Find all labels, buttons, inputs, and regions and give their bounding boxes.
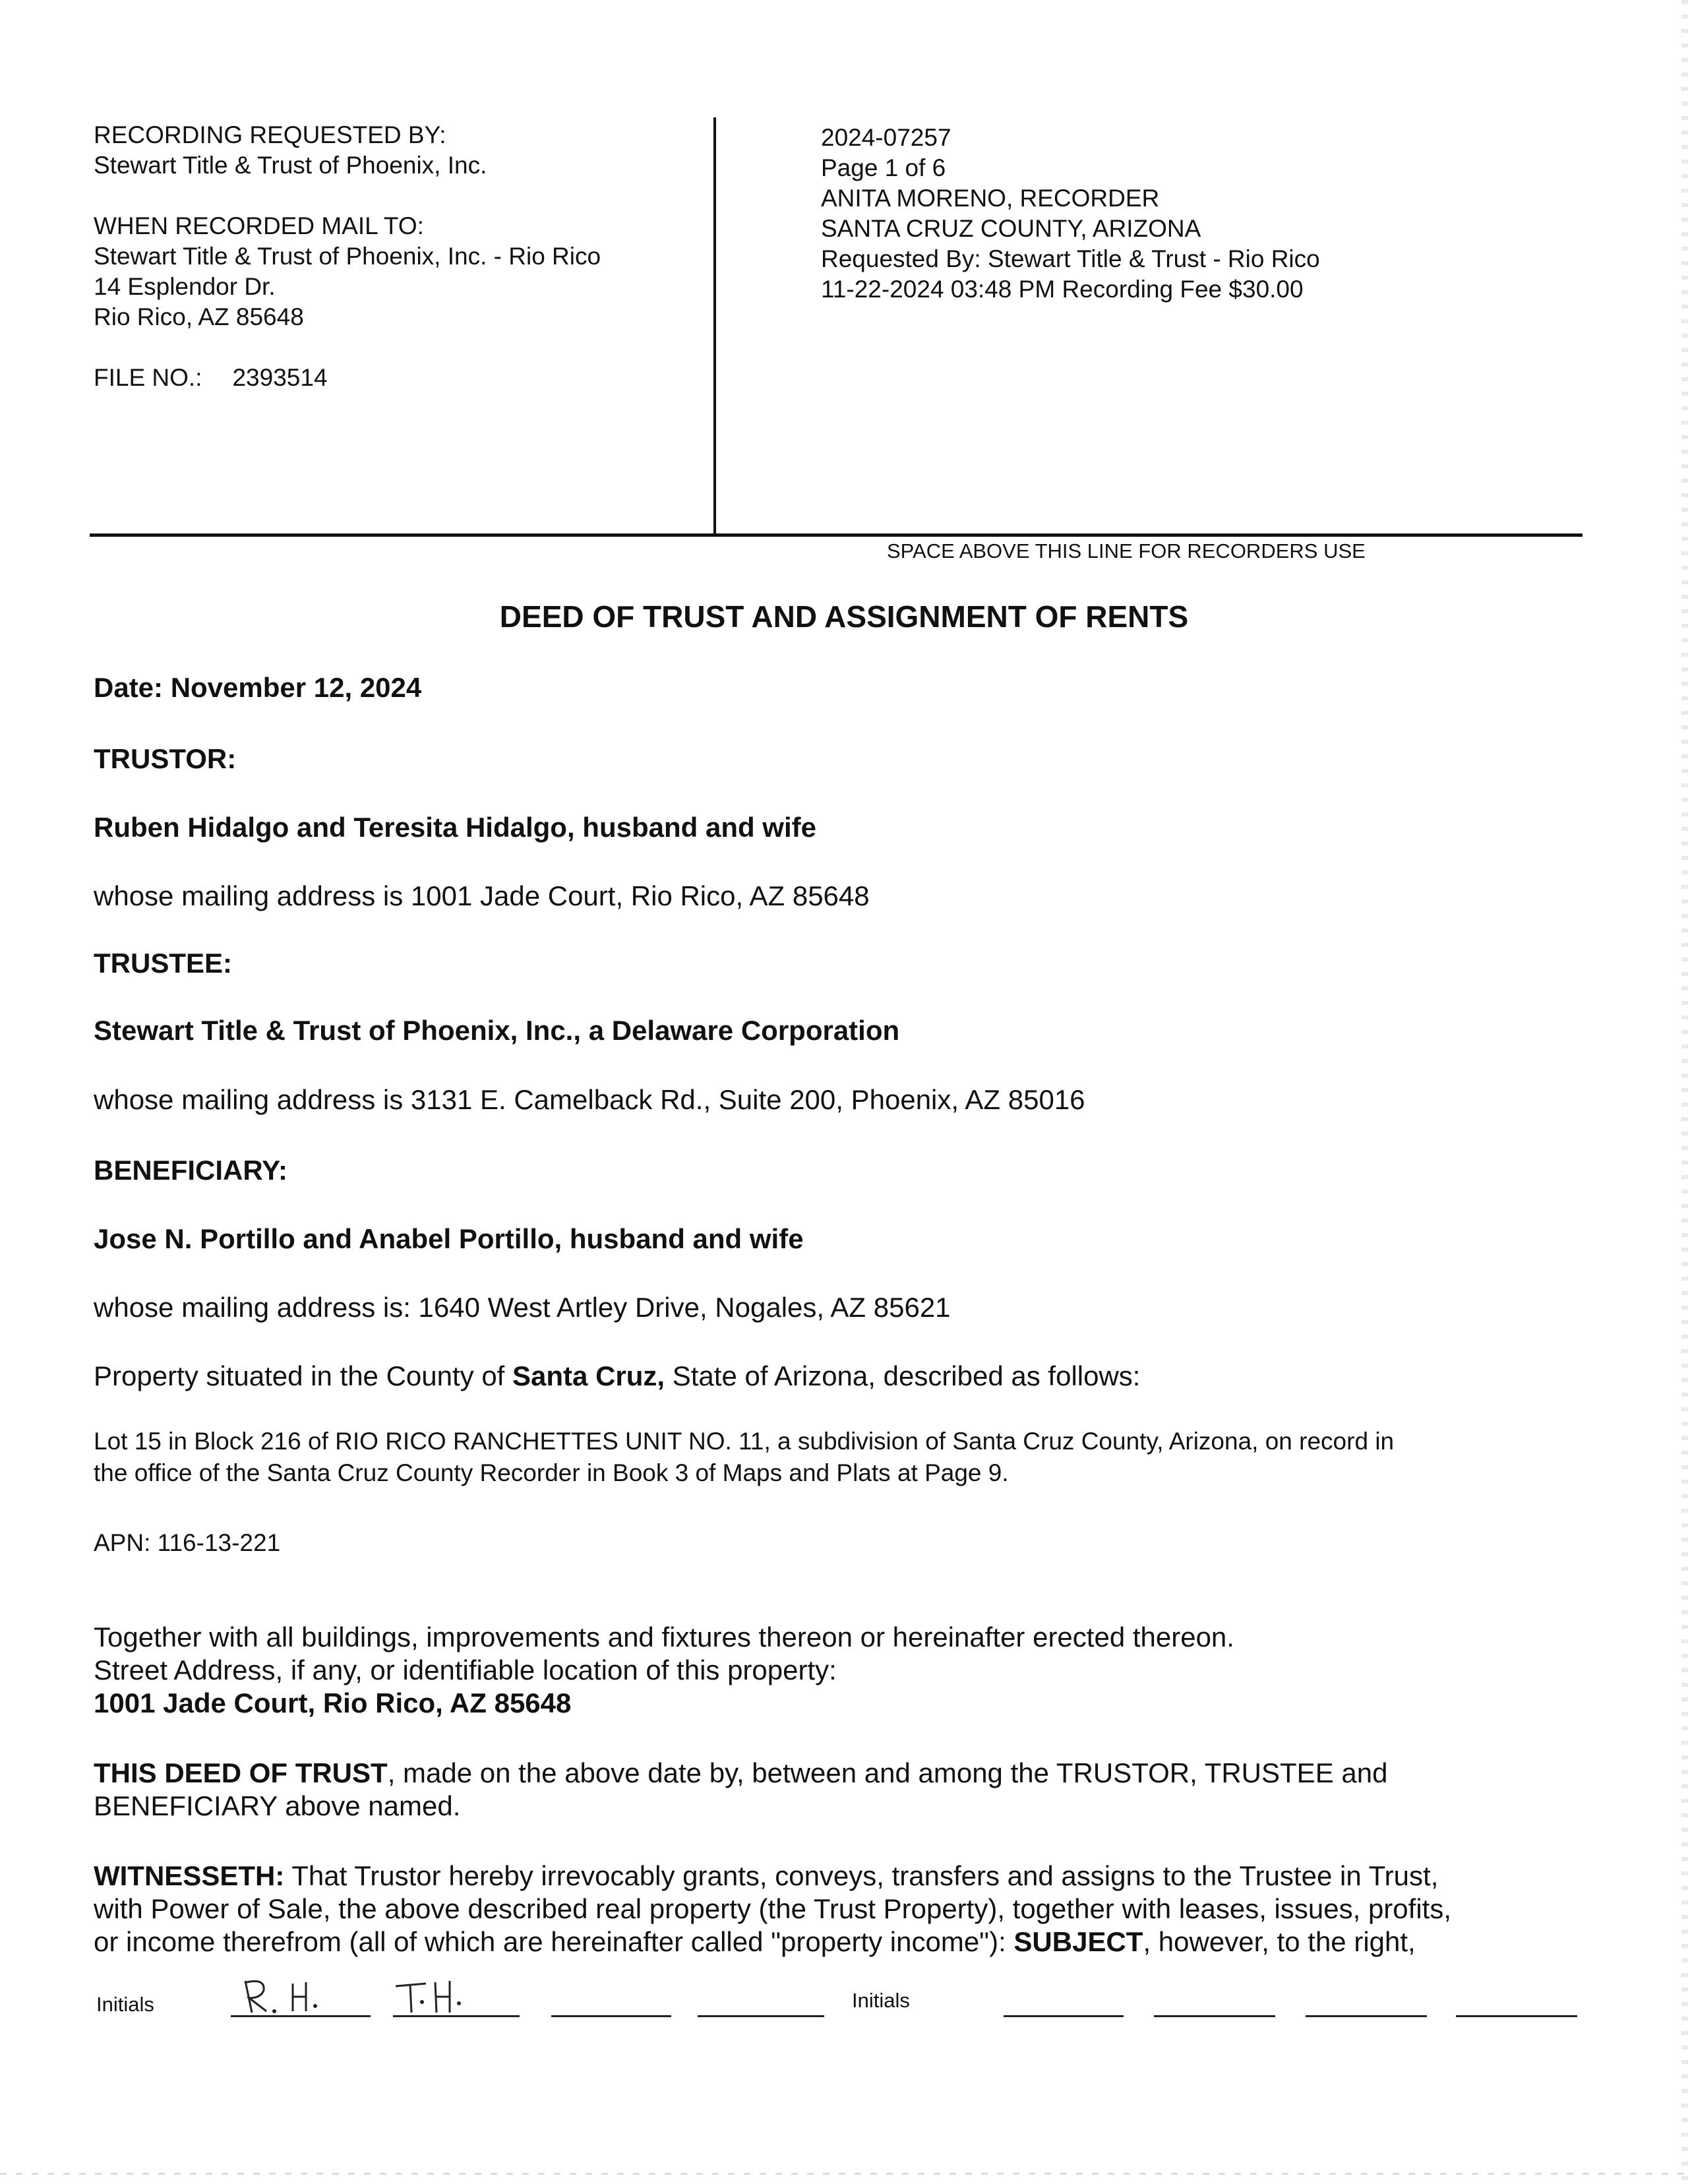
trustee-address: whose mailing address is 3131 E. Camelback Rd., Suite 200, Phoenix, AZ 85016 — [94, 1084, 1085, 1115]
recorded-at: 11-22-2024 03:48 PM Recording Fee $30.00 — [821, 276, 1304, 303]
recorder-name: ANITA MORENO, RECORDER — [821, 185, 1160, 212]
witnesseth-line2: with Power of Sale, the above described real property (the Trust Property), together with leases, issues, profits, — [94, 1893, 1451, 1924]
together-line: Together with all buildings, improvements and fixtures thereon or hereinafter erected thereon. — [94, 1622, 1234, 1653]
document-title: DEED OF TRUST AND ASSIGNMENT OF RENTS — [499, 599, 1189, 634]
initials-line-6 — [1154, 1991, 1275, 2017]
property-county: Santa Cruz, — [512, 1360, 665, 1391]
legal-line2: the office of the Santa Cruz County Recorder in Book 3 of Maps and Plats at Page 9. — [94, 1459, 1009, 1486]
scan-bottom-artifact — [0, 2173, 1688, 2175]
mail-to-line2: 14 Esplendor Dr. — [94, 273, 276, 300]
initials-line-2 — [393, 1991, 520, 2017]
initials-line-1 — [231, 1991, 371, 2017]
doc-number: 2024-07257 — [821, 124, 951, 151]
trustor-address: whose mailing address is 1001 Jade Court, Rio Rico, AZ 85648 — [94, 880, 870, 911]
initials-line-4 — [698, 1991, 824, 2017]
together-block — [94, 1621, 1234, 1720]
witnesseth-line3b: , however, to the right, — [1143, 1926, 1416, 1957]
legal-description — [94, 1426, 1394, 1489]
requested-by-value: Stewart Title & Trust of Phoenix, Inc. — [94, 152, 487, 179]
apn: APN: 116-13-221 — [94, 1529, 281, 1556]
date-line: Date: November 12, 2024 — [94, 672, 422, 703]
mail-to-line3: Rio Rico, AZ 85648 — [94, 303, 304, 330]
witnesseth-subject: SUBJECT — [1013, 1926, 1143, 1957]
trustor-label: TRUSTOR: — [94, 743, 237, 774]
initials-left-label: Initials — [96, 1993, 154, 2016]
beneficiary-label: BENEFICIARY: — [94, 1155, 287, 1186]
file-no-label: FILE NO.: — [94, 364, 202, 391]
street-label: Street Address, if any, or identifiable location of this property: — [94, 1654, 837, 1685]
deed-paragraph — [94, 1757, 1387, 1823]
initials-line-8 — [1456, 1991, 1577, 2017]
space-note: SPACE ABOVE THIS LINE FOR RECORDERS USE — [887, 539, 1366, 562]
property-prefix: Property situated in the County of — [94, 1360, 513, 1391]
recorder-stamp — [821, 123, 1320, 305]
initials-right-label: Initials — [852, 1989, 910, 2012]
trustee-name: Stewart Title & Trust of Phoenix, Inc., a Delaware Corporation — [94, 1015, 900, 1046]
header-divider-vertical — [713, 117, 716, 535]
street-value: 1001 Jade Court, Rio Rico, AZ 85648 — [94, 1687, 572, 1718]
property-situated — [94, 1360, 1140, 1393]
deed-rest2: BENEFICIARY above named. — [94, 1790, 461, 1821]
file-no-value: 2393514 — [232, 364, 328, 391]
initials-line-7 — [1306, 1991, 1427, 2017]
trustor-name: Ruben Hidalgo and Teresita Hidalgo, husband and wife — [94, 812, 816, 843]
recorder-county: SANTA CRUZ COUNTY, ARIZONA — [821, 215, 1201, 242]
mail-to-line1: Stewart Title & Trust of Phoenix, Inc. - Rio Rico — [94, 243, 601, 270]
file-no — [94, 363, 601, 393]
legal-line1: Lot 15 in Block 216 of RIO RICO RANCHETTES UNIT NO. 11, a subdivision of Santa Cruz County, Arizona, on record in — [94, 1428, 1395, 1455]
recording-block — [94, 120, 601, 393]
mail-to-label: WHEN RECORDED MAIL TO: — [94, 212, 424, 239]
initials-line-3 — [551, 1991, 671, 2017]
beneficiary-address: whose mailing address is: 1640 West Artley Drive, Nogales, AZ 85621 — [94, 1292, 951, 1323]
deed-rest1: , made on the above date by, between and among the TRUSTOR, TRUSTEE and — [387, 1757, 1388, 1788]
recorder-requested-by: Requested By: Stewart Title & Trust - Rio Rico — [821, 245, 1320, 272]
scan-edge-artifact — [1681, 0, 1688, 2184]
witnesseth-bold: WITNESSETH: — [94, 1860, 285, 1891]
witnesseth-line3a: or income therefrom (all of which are hereinafter called "property income"): — [94, 1926, 1014, 1957]
property-suffix: State of Arizona, described as follows: — [665, 1360, 1141, 1391]
requested-by-label: RECORDING REQUESTED BY: — [94, 121, 446, 148]
witnesseth-paragraph — [94, 1860, 1451, 1958]
page-count: Page 1 of 6 — [821, 154, 946, 181]
recorder-line — [90, 533, 1582, 537]
initials-line-5 — [1004, 1991, 1124, 2017]
witnesseth-rest1: That Trustor hereby irrevocably grants, conveys, transfers and assigns to the Trustee in Trust, — [284, 1860, 1439, 1891]
deed-bold: THIS DEED OF TRUST — [94, 1757, 388, 1788]
beneficiary-name: Jose N. Portillo and Anabel Portillo, husband and wife — [94, 1223, 804, 1254]
trustee-label: TRUSTEE: — [94, 948, 232, 979]
